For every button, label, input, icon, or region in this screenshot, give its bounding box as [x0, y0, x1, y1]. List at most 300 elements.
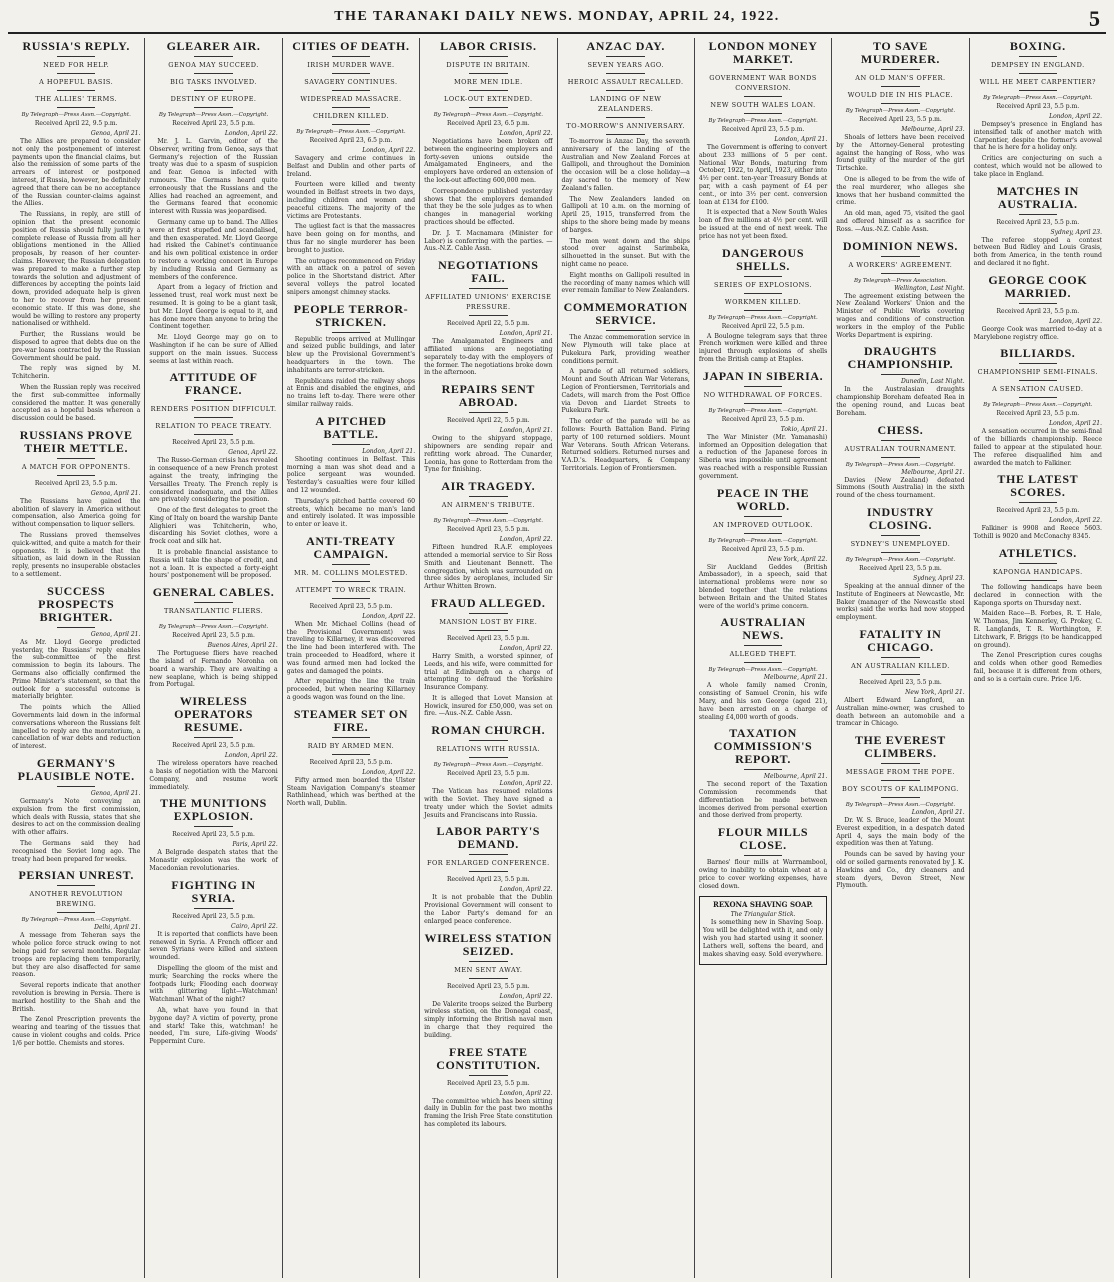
- headline-rule: [606, 90, 645, 91]
- article-headline: FLOUR MILLS CLOSE.: [717, 825, 809, 853]
- article-paragraph: A Belgrade despatch states that the Monastir explosion was the work of Macedonian revolutionaries.: [149, 849, 278, 873]
- headline-rule: [469, 961, 508, 962]
- advert-text: Is something new in Shaving Soap. You will be delighted with it, and only wish you had started using it sooner. Lathers well, softens the beard, and makes shaving easy. Sold everywhere.: [702, 919, 824, 958]
- article-paragraph: It is probable financial assistance to Russia will take the shape of credit, and not a loan. It is expected a forty-eight hours' postponement will be proposed.: [149, 549, 278, 580]
- advert-title: REXONA SHAVING SOAP.: [713, 900, 814, 910]
- headline-rule: [469, 757, 508, 758]
- article-headline: GEORGE COOK MARRIED.: [988, 272, 1088, 300]
- article-subheadline: SEVEN YEARS AGO.: [587, 61, 664, 69]
- headline-rule: [469, 613, 508, 614]
- article-paragraph: The Germans said they had recognised the Soviet long ago. The treaty had been prepared for weeks.: [12, 840, 141, 863]
- received-time: Received April 23, 5.5 p.m.: [859, 564, 942, 572]
- article-subheadline: FOR ENLARGED CONFERENCE.: [426, 859, 550, 868]
- article-headline: FATALITY IN CHICAGO.: [859, 626, 942, 654]
- article-paragraph: The points which the Allied Governments laid down in the informal conversations whereon the Russians felt impelled to reply are the moratorium, a cancellation of war debts and reduction of interest.: [12, 704, 141, 751]
- article-paragraph: Thursday's pitched battle covered 60 streets, which became no man's land and entirely isolated. It was impossible to enter or leave it.: [286, 497, 416, 529]
- received-time: Received April 23, 5.5 p.m.: [309, 602, 393, 610]
- headline-rule: [194, 602, 233, 603]
- article-paragraph: The Zenol Prescription prevents the wearing and tearing of the tissues that cause in violent coughs and colds. Price 1/6 per bottle. Chemists and stores.: [12, 1016, 141, 1047]
- received-time: Received April 23, 5.5 p.m.: [447, 876, 530, 884]
- article-headline: ANTI-TREATY CAMPAIGN.: [306, 533, 396, 561]
- article: [424, 932, 552, 1040]
- article: [974, 473, 1102, 541]
- article: [287, 303, 415, 409]
- article-subheadline: RELATIONS WITH RUSSIA.: [436, 745, 541, 754]
- article-subheadline: RELATION TO PEACE TREATY.: [155, 422, 272, 431]
- article: [836, 240, 964, 340]
- headline-rule: [194, 90, 233, 91]
- article-headline: COMMEMORATION SERVICE.: [563, 300, 688, 328]
- article-paragraph: Dr. W. S. Bruce, leader of the Mount Everest expedition, in a despatch dated April 4, says the main body of the expedition was then at Yatung.: [836, 817, 965, 848]
- headline-rule: [881, 374, 920, 375]
- article-headline: PERSIAN UNREST.: [18, 868, 134, 883]
- article: [974, 185, 1102, 268]
- article-subheadline: ALLEGED THEFT.: [729, 650, 797, 659]
- headline-rule: [744, 276, 783, 277]
- article-headline: RUSSIA'S REPLY.: [22, 39, 130, 53]
- dateline: London, April 22.: [1049, 517, 1102, 525]
- headline-rule: [744, 533, 783, 534]
- article-subheadline: AUSTRALIAN TOURNAMENT.: [844, 444, 957, 453]
- article-headline: CITIES OF DEATH.: [292, 39, 410, 53]
- headline-rule: [57, 107, 96, 108]
- telegraph-credit: By Telegraph—Press Assn.—Copyright.: [983, 402, 1093, 409]
- telegraph-credit: By Telegraph—Press Assn.—Copyright.: [708, 537, 818, 544]
- telegraph-credit: By Telegraph—Press Assn.—Copyright.: [708, 667, 818, 674]
- article-headline: THE EVEREST CLIMBERS.: [854, 733, 946, 761]
- dateline: New York, April 22.: [767, 555, 828, 563]
- headline-rule: [744, 769, 783, 770]
- received-time: Received April 23, 5.5 p.m.: [34, 479, 118, 487]
- article-paragraph: The following handicaps have been declared in connection with the Kaponga sports on Thursday next.: [973, 583, 1102, 607]
- headline-rule: [469, 1075, 508, 1076]
- article-paragraph: The Russians proved themselves quick-witted, and quite a match for their opponents. It is believed that the situation, as laid down in the Russian reply, presents no insuperable obstacles to a settlement.: [12, 532, 141, 579]
- article-paragraph: A parade of all returned soldiers, Mount and South African War Veterans, Legion of Frontiersmen, Territorials and Cadets, will march from the Post Office via Devon and Liardet Streets to Pukekura Park.: [561, 368, 690, 415]
- headline-rule: [1019, 56, 1058, 57]
- article-headline: DANGEROUS SHELLS.: [722, 245, 805, 273]
- article-subheadline: TRANSATLANTIC FLIERS.: [163, 607, 264, 616]
- headline-rule: [1019, 580, 1058, 581]
- headline-rule: [606, 73, 645, 74]
- article-paragraph: The Allies are prepared to consider not only the postponement of interest payments upon the financial claims, but also the remission of some parts of the arrears of interest or postponed interest, if Russia, however, be definitely agreed that there can be no acceptance of the Russian counter-claims against the Allies.: [12, 138, 141, 208]
- headline-rule: [1019, 563, 1058, 564]
- dateline: New York, April 21.: [905, 688, 965, 696]
- headline-rule: [881, 273, 920, 274]
- received-time: Received April 23, 5.5 p.m.: [447, 526, 530, 534]
- page-number: 5: [1089, 6, 1100, 31]
- article-headline: BILLIARDS.: [1000, 346, 1076, 361]
- article: [287, 708, 415, 808]
- article-headline: THE MUNITIONS EXPLOSION.: [160, 796, 267, 824]
- article: [149, 695, 277, 791]
- article: [424, 480, 552, 591]
- article-paragraph: Shooting continues in Belfast. This morning a man was shot dead and a police sergeant was wounded. Yesterday's casualties were four killed and 12 wounded.: [286, 455, 416, 494]
- dateline: London, April 22.: [1049, 317, 1102, 325]
- headline-rule: [1019, 363, 1058, 364]
- received-time: Received April 23, 6.5 p.m.: [447, 120, 530, 127]
- article-paragraph: Mr. Lloyd George may go on to Washington if he can be sure of Allied support on the main issues. Success seems at last within reach.: [149, 334, 278, 365]
- column-7: [832, 38, 969, 1278]
- article-paragraph: One is alleged to be from the wife of the real murderer, who alleges she knows that her husband committed the crime.: [836, 175, 965, 207]
- received-time: Received April 23, 5.5 p.m.: [172, 439, 255, 447]
- article: [836, 424, 964, 500]
- received-time: Received April 23, 5.5 p.m.: [447, 634, 530, 642]
- telegraph-credit: By Telegraph—Press Assn.—Copyright.: [845, 461, 956, 468]
- dateline: London, April 21.: [774, 136, 828, 143]
- article: [562, 40, 690, 295]
- telegraph-credit: By Telegraph—Press Assn.—Copyright.: [708, 118, 818, 124]
- received-time: Received April 23, 5.5 p.m.: [447, 1079, 530, 1087]
- article-subheadline: SYDNEY'S UNEMPLOYED.: [850, 539, 951, 548]
- telegraph-credit: By Telegraph—Press Assn.—Copyright.: [708, 314, 818, 321]
- telegraph-credit: By Telegraph—Press Assn.—Copyright.: [21, 917, 131, 924]
- received-time: Received April 23, 5.5 p.m.: [721, 126, 805, 133]
- article-subheadline: MEN SENT AWAY.: [454, 965, 523, 974]
- article-paragraph: Fifty armed men boarded the Ulster Steam Navigation Company's steamer Rathlinhead, which was berthed at the North wall, Dublin.: [286, 776, 416, 808]
- article: [699, 40, 827, 241]
- headline-rule: [57, 786, 96, 787]
- article-headline: INDUSTRY CLOSING.: [866, 504, 934, 532]
- article-headline: TAXATION COMMISSION'S REPORT.: [713, 726, 813, 767]
- article-paragraph: Critics are conjecturing on such a contest, which would not be allowed to take place in England.: [973, 155, 1102, 178]
- article-paragraph: In the Australasian draughts championship Boreham defeated Rea in the opening round, and Lucas beat Boreham.: [836, 386, 965, 417]
- article-paragraph: The committee which has been sitting daily in Dublin for the past two months framing the Irish Free State constitution has completed its labours.: [424, 1097, 553, 1129]
- article-headline: GERMANY'S PLAUSIBLE NOTE.: [17, 756, 135, 784]
- headline-rule: [332, 56, 371, 57]
- headline-rule: [881, 256, 920, 257]
- article-subheadline: ANOTHER REVOLUTION BREWING.: [29, 890, 123, 909]
- article-subheadline: MORE MEN IDLE.: [453, 78, 523, 86]
- article: [424, 825, 552, 925]
- article-paragraph: It is not probable that the Dublin Provisional Government will consent to the Labor Party's demand for an enlarged peace conference.: [424, 894, 553, 925]
- article-paragraph: The outrages recommenced on Friday with an attack on a patrol of seven police in the Shortstand district. After several volleys the patrol located snipers amongst chimney stacks.: [286, 257, 416, 296]
- headline-rule: [1019, 502, 1058, 503]
- article-headline: GENERAL CABLES.: [152, 585, 275, 600]
- dateline: London, April 21.: [911, 809, 965, 817]
- column-8: [970, 38, 1106, 1278]
- headline-rule: [332, 332, 371, 333]
- article: [974, 547, 1102, 684]
- article: [699, 487, 827, 611]
- article: [699, 247, 827, 364]
- article-paragraph: The Portuguese fliers have reached the island of Fernando Noronha on board a warship. They are awaiting a new seaplane, which is being shipped from Portugal.: [149, 650, 278, 689]
- article-subheadline: KAPONGA HANDICAPS.: [992, 567, 1083, 576]
- article: [836, 734, 964, 890]
- dateline: Wellington, Last Night.: [894, 284, 965, 292]
- article-headline: ANZAC DAY.: [586, 39, 665, 53]
- headline-rule: [194, 619, 233, 620]
- dateline: London, April 22.: [224, 752, 278, 760]
- article-headline: PEOPLE TERROR-STRICKEN.: [293, 301, 409, 329]
- headline-rule: [881, 440, 920, 441]
- article: [699, 616, 827, 721]
- headline-rule: [469, 107, 508, 108]
- dateline: London, April 21.: [1049, 420, 1102, 428]
- article: [12, 429, 140, 579]
- article-paragraph: De Valerite troops seized the Burberg wireless station, on the Donegal coast, simply informing the British naval men in charge that they required the building.: [424, 1000, 553, 1039]
- article-paragraph: Negotiations have been broken off between the engineering employers and forty-seven unions outside the Amalgamated Engineers, and the employers have ordered an extension of the lock-out affecting 600,000 men.: [424, 138, 553, 184]
- column-6: [695, 38, 832, 1278]
- article-subheadline: TO-MORROW'S ANNIVERSARY.: [566, 122, 685, 130]
- headline-rule: [57, 912, 96, 913]
- article-paragraph: Mr. J. L. Garvin, editor of the Observer, writing from Genoa, says that Germany's rejection of the Russian treaty was due to a spasm of suspicion and fear. Genoa is infected with rumours. The Germans heard quite erroneously that the Russians and the Allies had reached an agreement, and the Germans feared that economic interest with Russia was jeopardised.: [149, 138, 278, 216]
- article-subheadline: MR. M. COLLINS MOLESTED.: [294, 568, 408, 577]
- headline-rule: [606, 134, 645, 135]
- headline-rule: [881, 657, 920, 658]
- article-paragraph: The ugliest fact is that the massacres have been going on for months, and thus far no single murderer has been brought to justice.: [286, 223, 416, 254]
- article: [974, 347, 1102, 467]
- advert-subtitle: The Triangular Stick.: [730, 911, 796, 919]
- article-paragraph: A whole family named Cronin, consisting of Samuel Cronin, his wife Mary, and his son George (aged 21), have been arrested on a charge of stealing £4,000 worth of goods.: [698, 682, 828, 721]
- article-subheadline: DESTINY OF EUROPE.: [170, 95, 257, 103]
- article-subheadline: GENOA MAY SUCCEED.: [168, 61, 259, 69]
- article: [836, 506, 964, 622]
- article: [836, 40, 964, 234]
- received-time: Received April 23, 5.5 p.m.: [721, 545, 805, 553]
- headline-rule: [57, 458, 96, 459]
- headline-rule: [1019, 73, 1058, 74]
- article: [424, 597, 552, 718]
- article-paragraph: The Government is offering to convert about 233 millions of 5 per cent. National War Bonds, maturing from October, 1922, to April, 1923, either into 4½ per cent. ten-year Treasury Bonds at par, with a cash payment of £4 per cent., or into 3½ per cent. conversion loan at £134 for £100.: [698, 144, 828, 206]
- received-time: Received April 23, 5.5 p.m.: [859, 116, 942, 123]
- article-paragraph: Owing to the shipyard stoppage, shipowners are sending repair and refitting work abroad. The Cunarder, Leonia, has gone to Rotterdam from the Tyne for finishing.: [424, 435, 553, 474]
- headline-rule: [744, 386, 783, 387]
- headline-rule: [606, 56, 645, 57]
- article: [424, 40, 552, 253]
- received-time: Received April 23, 6.5 p.m.: [309, 137, 393, 144]
- headline-rule: [469, 315, 508, 316]
- article-paragraph: A message from Teheran says the whole police force struck owing to not being paid for several months. Regular troops are replacing them temporarily, but they are also disaffected for same reason.: [12, 932, 141, 979]
- telegraph-credit: By Telegraph—Press Assn.—Copyright.: [983, 95, 1093, 101]
- headline-rule: [744, 662, 783, 663]
- article-headline: CHESS.: [877, 422, 924, 437]
- article-paragraph: The Amalgamated Engineers and affiliated unions are negotiating separately to-day with the employers of the former. The negotiations broke down in the afternoon.: [424, 338, 553, 377]
- article-headline: AIR TRAGEDY.: [441, 479, 536, 494]
- article: [424, 724, 552, 819]
- received-time: Received April 23, 5.5 p.m.: [172, 120, 255, 127]
- article-paragraph: Further, the Russians would be disposed to agree that debts due on the pre-war loans contracted by the Russian Government should be paid.: [12, 331, 141, 362]
- dateline: Delhi, April 21.: [94, 924, 141, 932]
- article: [699, 727, 827, 820]
- received-time: Received April 23, 5.5 p.m.: [996, 103, 1080, 110]
- headline-rule: [469, 288, 508, 289]
- article-paragraph: Germany's Note conveying an expulsion from the first commission, which deals with Russia, states that she desires to act on the commission dealing with other affairs.: [12, 798, 141, 837]
- column-3: [283, 38, 420, 1278]
- article-subheadline: WILL HE MEET CARPENTIER?: [979, 78, 1096, 86]
- article-headline: ATTITUDE OF FRANCE.: [169, 370, 258, 398]
- headline-rule: [194, 417, 233, 418]
- article-paragraph: Several reports indicate that another revolution is brewing in Persia. There is marked hostility to the Shah and the British.: [12, 982, 141, 1013]
- telegraph-credit: By Telegraph—Press Assn.—Copyright.: [845, 108, 956, 114]
- headline-rule: [194, 107, 233, 108]
- article-subheadline: CHILDREN KILLED.: [312, 112, 389, 120]
- column-2: [145, 38, 282, 1278]
- article: [149, 40, 277, 365]
- headline-rule: [1019, 90, 1058, 91]
- dateline: London, April 22.: [362, 147, 416, 154]
- headline-rule: [332, 598, 371, 599]
- article-paragraph: When Mr. Michael Collins (head of the Provisional Government) was traveling to Killarney, it was discovered the line had been interfered with. The train proceeded to Headford, where it was found armed men had locked the gates and damaged the points.: [286, 620, 416, 675]
- headline-rule: [469, 630, 508, 631]
- article: [287, 40, 415, 297]
- article-subheadline: LOCK-OUT EXTENDED.: [444, 95, 533, 103]
- article-subheadline: MESSAGE FROM THE POPE.: [845, 768, 955, 777]
- article-subheadline: DEMPSEY IN ENGLAND.: [990, 61, 1085, 69]
- article-subheadline: RAID BY ARMED MEN.: [307, 741, 395, 750]
- article-paragraph: The referee stopped a contest between Bud Ridley and Louis Grasis, both from America, in the tenth round and declared it no fight.: [973, 236, 1102, 267]
- headline-rule: [194, 908, 233, 909]
- headline-rule: [881, 103, 920, 104]
- headline-rule: [194, 400, 233, 401]
- dateline: Genoa, April 21.: [90, 790, 141, 798]
- article-paragraph: After repairing the line the train proceeded, but when nearing Killarney a goods wagon was found on the line.: [286, 678, 416, 702]
- telegraph-credit: By Telegraph—Press Assn.—Copyright.: [433, 762, 543, 769]
- article-paragraph: The New Zealanders landed on Gallipoli at 10 a.m. on the morning of April 25, 1915, transferred from the ships to the shore being made by means of barges.: [561, 195, 690, 234]
- dateline: Cairo, April 22.: [231, 922, 278, 930]
- dateline: London, April 22.: [224, 130, 278, 137]
- received-time: Received April 23, 5.5 p.m.: [172, 632, 255, 640]
- article-subheadline: A SENSATION CAUSED.: [992, 385, 1084, 394]
- article-paragraph: The wireless operators have reached a basis of negotiation with the Marconi Company, and resume work immediately.: [149, 760, 278, 791]
- dateline: Melbourne, April 21.: [901, 468, 965, 476]
- article-subheadline: DISPUTE IN BRITAIN.: [446, 61, 531, 69]
- article-headline: ATHLETICS.: [998, 545, 1077, 560]
- article: [12, 585, 140, 751]
- headline-rule: [1019, 214, 1058, 215]
- article-paragraph: George Cook was married to-day at a Marylebone registry office.: [973, 325, 1102, 341]
- dateline: London, April 22.: [362, 768, 416, 776]
- article-headline: MATCHES IN AUSTRALIA.: [996, 183, 1079, 211]
- dateline: London, April 22.: [499, 130, 553, 137]
- headline-rule: [881, 674, 920, 675]
- headline-rule: [881, 535, 920, 536]
- article: [974, 40, 1102, 179]
- article-paragraph: Maiden Race—B. Forbes, R. T. Hale, W. Thomas, Jim Kennerley, G. Prokey, C. R. Langlands, T. R. Worthington, F. Litchwark, F. Briggs (to be handicapped on ground).: [973, 610, 1102, 649]
- dateline: London, April 22.: [499, 780, 553, 788]
- article-paragraph: A Boulogne telegram says that three French workmen were killed and three injured through explosions of shells from the British camp at Etaples.: [698, 332, 828, 363]
- headline-rule: [469, 854, 508, 855]
- masthead-title: THE TARANAKI DAILY NEWS. MONDAY, APRIL 24, 1922.: [334, 9, 780, 24]
- article-paragraph: It is reported that conflicts have been renewed in Syria. A French officer and seven Syrians were killed and sixteen wounded.: [149, 930, 278, 962]
- article-paragraph: The reply was signed by M. Tchitcherin.: [12, 365, 141, 381]
- article-paragraph: Davies (New Zealand) defeated Simmons (South Australia) in the sixth round of the chess tournament.: [836, 476, 965, 500]
- headline-rule: [469, 740, 508, 741]
- article-paragraph: An old man, aged 75, visited the gaol and offered himself as a sacrifice for Ross. —Aus.-N.Z. Cable Assn.: [836, 210, 965, 233]
- article-paragraph: It is expected that a New South Wales loan of five millions at 4½ per cent. will be issued at the end of next week. The price has not yet been fixed.: [698, 209, 828, 240]
- article-headline: WIRELESS STATION SEIZED.: [424, 930, 553, 958]
- received-time: Received April 22, 9.5 p.m.: [34, 120, 118, 127]
- article-subheadline: AN OLD MAN'S OFFER.: [855, 74, 946, 82]
- received-time: Received April 23, 5.5 p.m.: [996, 218, 1080, 226]
- headline-rule: [881, 780, 920, 781]
- article-subheadline: ATTEMPT TO WRECK TRAIN.: [295, 585, 407, 594]
- article-headline: ROMAN CHURCH.: [431, 723, 546, 738]
- headline-rule: [57, 56, 96, 57]
- article-paragraph: The Russo-German crisis has revealed in consequence of a new French protest against the treaty, infringing the Versailles Treaty. The French reply is considered inadequate, and the Allies are privately considering the position.: [149, 457, 278, 504]
- received-time: Received April 23, 5.5 p.m.: [172, 831, 255, 839]
- article-paragraph: Pounds can be saved by having your old or soiled garments renovated by J. K. Hawkins and Co., dry cleaners and steam dyers, Devon Street, New Plymouth.: [836, 851, 965, 890]
- telegraph-credit: By Telegraph—Press Assn.—Copyright.: [433, 518, 543, 525]
- article-subheadline: A HOPEFUL BASIS.: [39, 78, 114, 86]
- headline-rule: [744, 69, 783, 70]
- article-paragraph: Falkiner is 9908 and Reece 5603. Tothill is 9020 and McConachy 8345.: [973, 525, 1102, 541]
- headline-rule: [469, 978, 508, 979]
- article-subheadline: AN AIRMEN'S TRIBUTE.: [441, 501, 535, 510]
- article-paragraph: Eight months on Gallipoli resulted in the recording of many names which will ever remain familiar to New Zealanders.: [561, 271, 690, 295]
- article: [424, 259, 552, 377]
- column-4: [420, 38, 557, 1278]
- headline-rule: [744, 855, 783, 856]
- article: [149, 879, 277, 1046]
- headline-rule: [194, 737, 233, 738]
- headline-rule: [744, 310, 783, 311]
- article: [699, 826, 827, 890]
- telegraph-credit: By Telegraph—Press Assn.—Copyright.: [158, 112, 269, 118]
- headline-rule: [57, 475, 96, 476]
- received-time: Received April 23, 5.5 p.m.: [309, 758, 393, 766]
- headline-rule: [332, 737, 371, 738]
- headline-rule: [881, 797, 920, 798]
- article-paragraph: Dempsey's presence in England has intensified talk of another match with Carpentier, despite the former's avowal that he is here for a holiday only.: [973, 121, 1102, 152]
- headline-rule: [744, 293, 783, 294]
- dateline: Tokio, April 21.: [780, 425, 828, 433]
- article-headline: WIRELESS OPERATORS RESUME.: [174, 694, 254, 735]
- headline-rule: [332, 581, 371, 582]
- article-headline: TO SAVE MURDERER.: [860, 39, 940, 66]
- headline-rule: [57, 627, 96, 628]
- article-subheadline: AFFILIATED UNIONS' EXERCISE PRESSURE.: [425, 293, 552, 312]
- dateline: London, April 22.: [499, 1089, 553, 1097]
- article-paragraph: Fifteen hundred R.A.F. employees attended a memorial service to Sir Ross Smith and Lieutenant Bennett. The congregation, which was surrounded on three sides by aeroplanes, included Sir Arthur Whitten Brown.: [424, 544, 553, 591]
- telegraph-credit: By Telegraph—Press Assn.—Copyright.: [21, 112, 131, 118]
- headline-rule: [744, 645, 783, 646]
- article-paragraph: The men went down and the ships stood over against Sarimbeka, silhouetted in the sunset. But with the night came no peace.: [561, 237, 690, 268]
- headline-rule: [1019, 397, 1058, 398]
- dateline: Sydney, April 23.: [1050, 228, 1102, 236]
- dateline: London, April 22.: [499, 992, 553, 1000]
- headline-rule: [332, 124, 371, 125]
- article-headline: STEAMER SET ON FIRE.: [293, 706, 409, 734]
- dateline: London, April 22.: [1049, 113, 1102, 120]
- article-paragraph: The Russians have gained the abolition of slavery in America without compensation, also America going for without compensation to liquor sellers.: [12, 497, 141, 529]
- dateline: London, April 22.: [499, 644, 553, 652]
- columns-container: [8, 38, 1106, 1278]
- article-headline: RUSSIANS PROVE THEIR METTLE.: [19, 427, 133, 455]
- article-subheadline: WORKMEN KILLED.: [724, 297, 802, 306]
- dateline: Sydney, April 23.: [913, 574, 965, 582]
- article-paragraph: Republic troops arrived at Mullingar and seized public buildings, and later blew up the Provisional Government's headquarters in the town. The inhabitants are terror-stricken.: [286, 335, 416, 374]
- dateline: Buenos Aires, April 21.: [207, 642, 278, 650]
- article-headline: A PITCHED BATTLE.: [315, 413, 387, 441]
- article-subheadline: MANSION LOST BY FIRE.: [439, 617, 538, 626]
- article-paragraph: Dr. J. T. Macnamara (Minister for Labor) is conferring with the parties. —Aus.-N.Z. Cable Assn.: [424, 229, 553, 253]
- headline-rule: [881, 457, 920, 458]
- headline-rule: [881, 552, 920, 553]
- dateline: Melbourne, April 21.: [763, 773, 828, 781]
- headline-rule: [469, 90, 508, 91]
- dateline: London, April 22.: [499, 536, 553, 544]
- received-time: Received April 23, 5.5 p.m.: [996, 410, 1080, 418]
- received-time: Received April 23, 5.5 p.m.: [447, 982, 530, 990]
- article-paragraph: The War Minister (Mr. Yamanashi) informed an Opposition delegation that a reduction of the Japanese forces in Siberia was impossible until agreement was reached with a responsible Russian government.: [698, 433, 828, 480]
- article-headline: AUSTRALIAN NEWS.: [720, 615, 806, 643]
- article-paragraph: Speaking at the annual dinner of the Institute of Engineers at Newcastle, Mr. Baker (manager of the Newcastle steel works) said the works had now stopped employment.: [836, 582, 965, 622]
- headline-rule: [606, 117, 645, 118]
- article-subheadline: BOY SCOUTS OF KALIMPONG.: [842, 785, 959, 794]
- telegraph-credit: By Telegraph—Press Assn.—Copyright.: [296, 129, 406, 135]
- dateline: London, April 22.: [362, 612, 416, 620]
- article-paragraph: One of the first delegates to greet the King of Italy on board the warship Dante Alighieri was Tchitcherin, who, discarding his Soviet clothes, wore a frock coat and silk hat.: [149, 507, 278, 546]
